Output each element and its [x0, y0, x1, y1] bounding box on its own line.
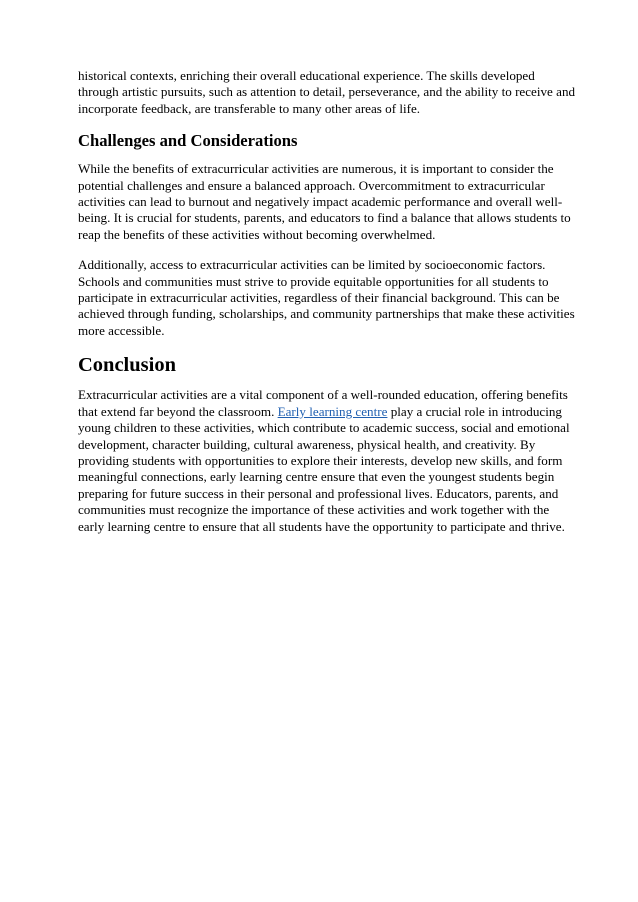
conclusion-text-after-link: play a crucial role in introducing young children to these activities, which contribute to academic success, social and emotional development, character building, cultural awareness, physical health, and creativity. By providing students with opportunities to explore their interests, develop new skills, and form meaningful connections, early learning centre ensure that even the youngest students begin preparing for future success in their personal and professional lives. Educators, parents, and communities must recognize the importance of these activities and work together with the early learning centre to ensure that all students have the opportunity to participate and thrive. [78, 403, 570, 534]
challenges-paragraph-2: Additionally, access to extracurricular activities can be limited by socioeconomic factors. Schools and communities must strive to provide equitable opportunities for all students to participate in extracurricular activities, regardless of their financial background. This can be achieved through funding, scholarships, and community partnerships that make these activities more accessible. [78, 257, 575, 338]
conclusion-text-before-link: Extracurricular activities are a vital component of a well-rounded education, offering benefits that extend far beyond the classroom. [78, 387, 568, 419]
early-learning-centre-link[interactable]: Early learning centre [277, 403, 388, 419]
conclusion-heading: Conclusion [78, 354, 176, 377]
intro-paragraph: historical contexts, enriching their overall educational experience. The skills developed through artistic pursuits, such as attention to detail, perseverance, and the ability to receive and incorporate feedback, are transferable to many other areas of life. [78, 68, 576, 116]
challenges-paragraph-1: While the benefits of extracurricular activities are numerous, it is important to consider the potential challenges and ensure a balanced approach. Overcommitment to extracurricular activities can lead to burnout and negatively impact academic performance and overall well-being. It is crucial for students, parents, and educators to find a balance that allows students to reap the benefits of these activities without becoming overwhelmed. [78, 161, 571, 242]
conclusion-paragraph [78, 387, 578, 535]
challenges-heading: Challenges and Considerations [78, 131, 298, 151]
